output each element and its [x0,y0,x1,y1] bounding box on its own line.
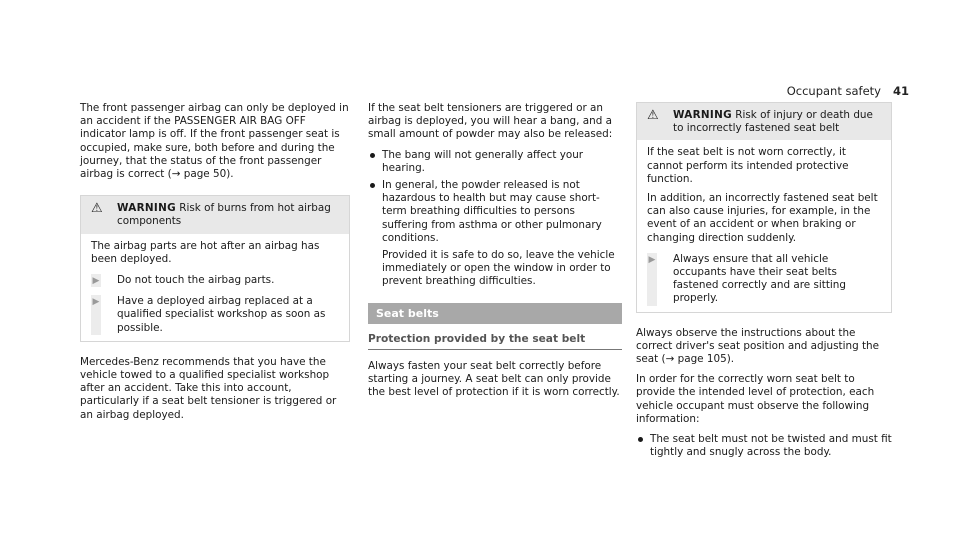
action-arrow-icon: ▶ [648,254,656,265]
warning-body [637,140,891,311]
list-item: The bang will not generally affect your hearing. [368,149,622,175]
action-text: Have a deployed airbag replaced at a qualified specialist workshop as soon as possible. [117,295,326,334]
paragraph-fasten-belt: Always fasten your seat belt correctly before starting a journey. A seat belt can only provide the best level of protection if it is worn correctly. [368,360,620,399]
bullet-list [368,149,622,289]
section-title: Seat belts [368,303,622,324]
column-right [636,102,892,466]
warning-triangle-icon: ⚠ [647,108,659,123]
action-text: Do not touch the airbag parts. [117,274,275,287]
action-arrow-icon: ▶ [92,276,100,287]
subsection-title: Protection provided by the seat belt [368,324,622,350]
page-number: 41 [892,84,909,98]
action-arrow-icon: ▶ [92,297,100,308]
warning-header [637,103,891,140]
warning-box-burns [80,195,350,342]
bullet-list [636,433,892,459]
column-left [80,102,350,429]
section-name: Occupant safety [786,84,881,98]
paragraph-towing: Mercedes-Benz recommends that you have the vehicle towed to a qualified specialist workshop after an accident. Take this into account, particularly if a seat belt tensioner is triggered or an airbag deployed. [80,355,337,421]
warning-body [81,234,349,341]
warning-text: If the seat belt is not worn correctly, it cannot perform its intended protective function. [647,146,849,185]
warning-header [81,196,349,233]
action-text: Always ensure that all vehicle occupants have their seat belts fastened correctly and are sitting properly. [673,252,846,305]
list-item-extra: Provided it is safe to do so, leave the vehicle immediately or open the window in order to prevent breathing difficulties. [382,249,615,288]
action-item [647,253,883,306]
paragraph-tensioners: If the seat belt tensioners are triggered or an airbag is deployed, you will hear a bang, and a small amount of powder may also be released: [368,102,613,141]
paragraph-airbag-indicator: The front passenger airbag can only be deployed in an accident if the PASSENGER AIR BAG OFF indicator lamp is off. If the front passenger seat is occupied, make sure, both before and during the journey, that the status of the front passenger airbag is correct (→ page 50). [80,102,349,181]
warning-title: WARNING Risk of injury or death due to incorrectly fastened seat belt [673,109,873,135]
page-header [787,84,909,98]
list-item: In general, the powder released is not hazardous to health but may cause short-term breathing difficulties to persons suffering from asthma or other pulmonary conditions. Provided it is safe to do so, leave the vehicle immediately or open the window in order to prevent breathing difficulties. [368,179,622,289]
action-item [91,295,341,335]
warning-text: The airbag parts are hot after an airbag has been deployed. [91,239,320,265]
warning-text: In addition, an incorrectly fastened seat belt can also cause injuries, for example, in the event of an accident or when braking or changing direction suddenly. [647,192,878,244]
action-item [91,274,341,287]
list-item: The seat belt must not be twisted and must fit tightly and snugly across the body. [636,433,892,459]
warning-box-seat-belt [636,102,892,313]
column-middle [368,102,622,407]
warning-title: WARNING Risk of burns from hot airbag components [117,202,331,228]
warning-triangle-icon: ⚠ [91,201,103,217]
paragraph-protection: In order for the correctly worn seat belt to provide the intended level of protection, each vehicle occupant must observe the following information: [636,373,875,425]
paragraph-seat-position: Always observe the instructions about the correct driver's seat position and adjusting the seat (→ page 105). [636,326,880,366]
